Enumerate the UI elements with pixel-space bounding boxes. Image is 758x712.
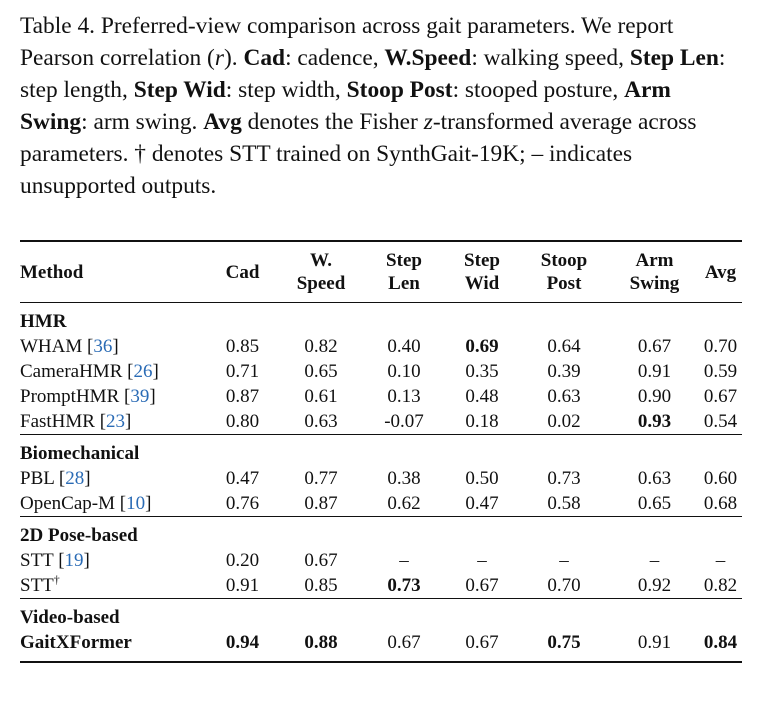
method-cell: PBL [28] [20,468,91,489]
value-cell: 0.91 [637,361,672,382]
method-name: PromptHMR [20,386,120,407]
value-cell: 0.71 [225,361,260,382]
header-cad: Cad [225,261,260,283]
results-table [20,240,742,663]
value-cell: 0.60 [703,468,738,489]
group-label: 2D Pose-based [20,517,742,549]
method-name: STT [20,575,54,596]
method-name: CameraHMR [20,361,123,382]
value-cell: 0.70 [703,336,738,357]
value-cell: 0.80 [225,411,260,432]
group-header-row [20,435,742,467]
group-label: Biomechanical [20,435,742,467]
header-step-length: Step Len [386,250,422,294]
value-cell: -0.07 [384,411,424,432]
dagger-superscript: † [53,572,60,587]
value-cell: 0.88 [304,632,338,653]
value-cell: – [715,550,726,571]
method-cell: PromptHMR [39] [20,386,156,407]
value-cell: 0.20 [225,550,260,571]
header-step-width: Step Wid [464,250,500,294]
value-cell: 0.67 [465,632,499,653]
value-cell: 0.59 [703,361,738,382]
method-name: OpenCap-M [20,493,115,514]
method-name: FastHMR [20,411,95,432]
value-cell: 0.85 [225,336,260,357]
value-cell: 0.92 [637,575,672,596]
value-cell: 0.63 [304,411,338,432]
value-cell: 0.38 [387,468,421,489]
table-row [20,409,742,435]
value-cell: 0.10 [387,361,421,382]
value-cell: 0.67 [304,550,338,571]
header-walking-speed: W. Speed [296,250,346,294]
method-name: STT [20,550,54,571]
value-cell: 0.48 [465,386,499,407]
value-cell: 0.77 [304,468,338,489]
header-method: Method [20,261,84,283]
value-cell: 0.40 [387,336,421,357]
method-name: WHAM [20,336,83,357]
method-cell [20,573,205,599]
value-cell: 0.67 [637,336,672,357]
value-cell: 0.70 [547,575,581,596]
method-cell: WHAM [36] [20,336,119,357]
table-row [20,548,742,573]
value-cell: 0.76 [225,493,260,514]
value-cell: 0.93 [637,411,672,432]
header-avg: Avg [704,261,737,283]
value-cell: 0.94 [225,632,260,653]
group-label: HMR [20,311,67,332]
value-cell: 0.02 [547,411,581,432]
value-cell: 0.54 [703,411,738,432]
value-cell: 0.69 [465,336,499,357]
value-cell: 0.90 [637,386,672,407]
value-cell: 0.58 [547,493,581,514]
header-stoop-posture: Stoop Post [540,250,588,294]
value-cell: 0.63 [637,468,672,489]
value-cell: – [399,550,409,571]
value-cell: 0.75 [547,632,581,653]
group-header-row [20,303,742,335]
method-name: GaitXFormer [20,632,132,653]
value-cell: 0.63 [547,386,581,407]
table-caption: Table 4. Preferred-view comparison across gait parameters. We report Pearson correlation (r). Cad: cadence, W.Speed: walking speed, Step Len: step length, Step Wid: step width, Stoop Post: stooped posture, Arm Swing: arm swing. Avg denotes the Fisher z-transformed average across parameters. † denotes STT trained on SynthGait-19K; – indicates unsupported outputs. [20,13,726,199]
value-cell: 0.61 [304,386,338,407]
value-cell: 0.67 [703,386,738,407]
method-cell: CameraHMR [26] [20,361,159,382]
value-cell: – [649,550,660,571]
value-cell: 0.87 [304,493,338,514]
citation-link[interactable]: 19 [64,550,84,571]
value-cell: 0.67 [465,575,499,596]
value-cell: 0.85 [304,575,338,596]
value-cell: 0.91 [637,632,672,653]
table-body [20,303,742,663]
citation-link[interactable]: 23 [106,411,126,432]
value-cell: 0.67 [387,632,421,653]
value-cell: 0.73 [547,468,581,489]
group-label: Video-based [20,599,742,631]
value-cell: – [477,550,487,571]
method-name: PBL [20,468,55,489]
value-cell: 0.82 [703,575,738,596]
citation-link[interactable]: 36 [93,336,113,357]
group-header-row [20,599,742,631]
citation-link[interactable]: 10 [126,493,146,514]
table-row [20,630,742,662]
table-row [20,359,742,384]
citation-link[interactable]: 26 [133,361,153,382]
value-cell: 0.47 [225,468,260,489]
value-cell: – [559,550,569,571]
table-row [20,334,742,359]
table-row [20,573,742,599]
value-cell: 0.65 [637,493,672,514]
value-cell: 0.84 [703,632,738,653]
citation-link[interactable]: 28 [65,468,85,489]
table-header [20,241,742,303]
value-cell: 0.64 [547,336,581,357]
method-cell: FastHMR [23] [20,411,132,432]
value-cell: 0.18 [465,411,499,432]
value-cell: 0.68 [703,493,738,514]
value-cell: 0.62 [387,493,421,514]
table-row [20,384,742,409]
value-cell: 0.50 [465,468,499,489]
value-cell: 0.82 [304,336,338,357]
method-cell [20,630,205,662]
value-cell: 0.65 [304,361,338,382]
value-cell: 0.13 [387,386,421,407]
header-arm-swing: Arm Swing [629,250,680,294]
value-cell: 0.35 [465,361,499,382]
value-cell: 0.91 [225,575,260,596]
value-cell: 0.47 [465,493,499,514]
method-cell: OpenCap-M [10] [20,493,152,514]
value-cell: 0.39 [547,361,581,382]
table-row [20,491,742,517]
value-cell: 0.87 [225,386,260,407]
value-cell: 0.73 [387,575,421,596]
citation-link[interactable]: 39 [130,386,150,407]
method-cell: STT [19] [20,550,90,571]
table-row [20,466,742,491]
group-header-row [20,517,742,549]
